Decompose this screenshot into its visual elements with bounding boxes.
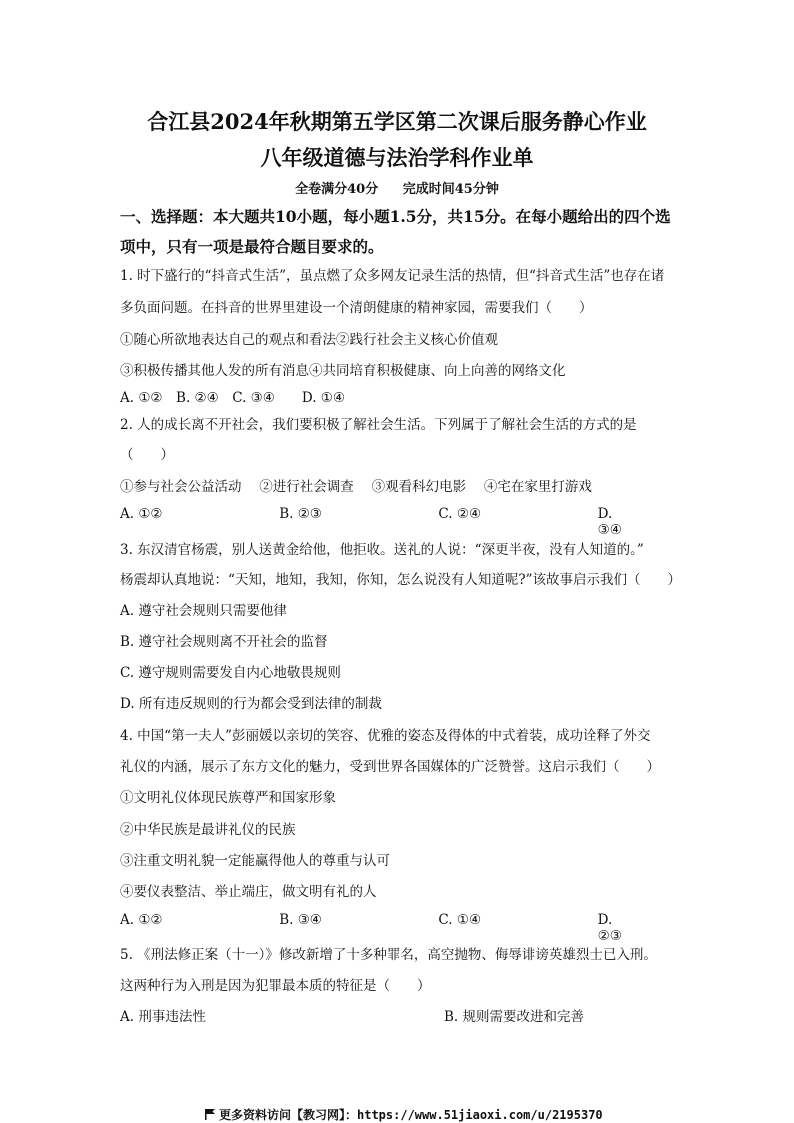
question-3-option-b: B. 遵守社会规则离不开社会的监督 <box>120 634 328 650</box>
question-5-line-2: 这两种行为入刑是因为犯罪最本质的特征是（ ） <box>120 978 431 994</box>
exam-info <box>0 178 794 197</box>
question-2-line-2: （ ） <box>120 447 174 463</box>
question-5-line-1: 5. 《刑法修正案（十一）》修改新增了十多种罪名，高空抛物、侮辱诽谤英雄烈士已入刑。 <box>120 947 657 963</box>
question-3-option-c: C. 遵守规则需要发自内心地敬畏规则 <box>120 665 341 681</box>
question-4-line-1: 4. 中国“第一夫人”彭丽媛以亲切的笑容、优雅的姿态及得体的中式着装，成功诠释了外交 <box>120 728 651 744</box>
footer-link[interactable] <box>205 1106 603 1123</box>
full-score: 全卷满分40分 <box>295 182 379 197</box>
flag-icon <box>205 1109 215 1120</box>
option: C. ①④ <box>438 912 482 928</box>
question-4-line-6: ④要仪表整洁、举止端庄，做文明有礼的人 <box>120 884 377 900</box>
question-1-line-2: 多负面问题。在抖音的世界里建设一个清朗健康的精神家园，需要我们（ ） <box>120 300 593 316</box>
question-3-option-a: A. 遵守社会规则只需要他律 <box>120 603 287 619</box>
question-3-line-1: 3. 东汉清官杨震，别人送黄金给他，他拒收。送礼的人说：“深更半夜，没有人知道的。” <box>120 542 644 558</box>
question-3-option-d: D. 所有违反规则的行为都会受到法律的制裁 <box>120 696 382 712</box>
option: A. ①② <box>120 506 163 522</box>
question-1-line-1: 1. 时下盛行的“抖音式生活”，虽点燃了众多网友记录生活的热情，但“抖音式生活”也存在诸 <box>120 268 665 284</box>
option: A. ①② <box>120 912 163 928</box>
question-4-line-3: ①文明礼仪体现民族尊严和国家形象 <box>120 790 336 806</box>
question-5-option-b: B. 规则需要改进和完善 <box>444 1009 585 1025</box>
question-4-line-4: ②中华民族是最讲礼仪的民族 <box>120 822 296 838</box>
section-heading: 一、选择题：本大题共10小题，每小题1.5分，共15分。在每小题给出的四个选项中，只有一项是最符合题目要求的。 <box>120 207 671 256</box>
question-1-line-4: ③积极传播其他人发的所有消息④共同培育积极健康、向上向善的网络文化 <box>120 363 566 379</box>
question-1-line-3: ①随心所欲地表达自己的观点和看法②践行社会主义核心价值观 <box>120 332 498 348</box>
question-2-options <box>120 506 640 538</box>
time-limit: 完成时间45分钟 <box>402 182 499 197</box>
document-subtitle: 八年级道德与法治学科作业单 <box>260 145 534 170</box>
option: C. ②④ <box>438 506 482 522</box>
question-3-line-2: 杨震却认真地说：“天知，地知，我知，你知，怎么说没有人知道呢?”该故事启示我们（ ） <box>120 572 682 588</box>
question-2-line-1: 2. 人的成长离不开社会，我们要积极了解社会生活。下列属于了解社会生活的方式的是 <box>120 417 637 433</box>
footer-text: 更多资料访问【教习网】：https://www.51jiaoxi.com/u/2195370 <box>219 1108 603 1122</box>
option: B. ③④ <box>279 912 322 928</box>
question-2-line-3: ①参与社会公益活动 ②进行社会调查 ③观看科幻电影 ④宅在家里打游戏 <box>120 479 592 495</box>
question-4-line-2: 礼仪的内涵，展示了东方文化的魅力，受到世界各国媒体的广泛赞誉。这启示我们（ ） <box>120 759 660 775</box>
question-4-options <box>120 912 640 944</box>
option: D. ③④ <box>597 506 622 538</box>
question-5-option-a: A. 刑事违法性 <box>120 1009 206 1025</box>
question-4-line-5: ③注重文明礼貌一定能赢得他人的尊重与认可 <box>120 853 390 869</box>
question-1-options: A. ①② B. ②④ C. ③④ D. ①④ <box>120 390 346 406</box>
option: D. ②③ <box>597 912 622 944</box>
document-title: 合江县2024年秋期第五学区第二次课后服务静心作业 <box>147 109 647 134</box>
option: B. ②③ <box>279 506 322 522</box>
